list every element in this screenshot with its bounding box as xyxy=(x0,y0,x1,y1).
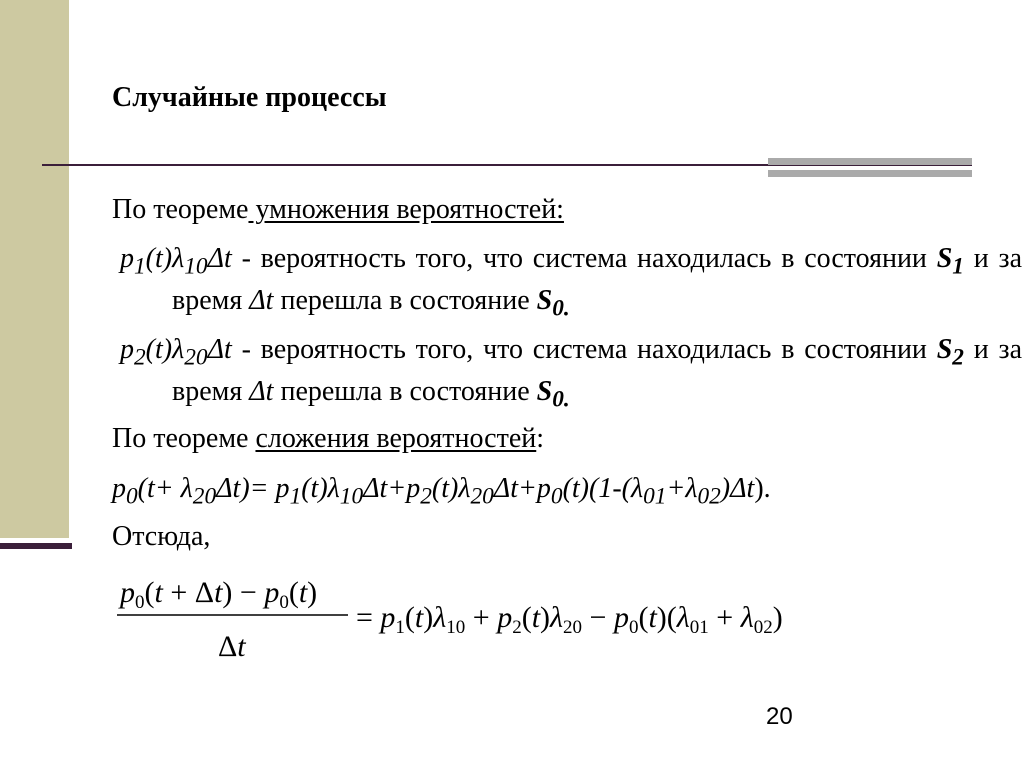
derivative-formula xyxy=(112,566,872,666)
sidebar-panel xyxy=(0,0,69,538)
result-label: Отсюда, xyxy=(112,521,211,552)
addition-theorem-line: По теореме сложения вероятностей: xyxy=(112,423,545,454)
multiplication-theorem-line xyxy=(112,193,564,226)
balance-equation: $p_0(t+ \lambda_{20}\Delta t)= p_1(t)\lambda_{10}\Delta t+p_2(t)\lambda_{20}\Delta t+p_0(t)(1-(\lambda_{01}+\lambda_{02})\Delta t)$. xyxy=(112,473,771,510)
probability-item-2: $p_2(t)\lambda_{20}\Delta t$ - вероятность того, что система находилась в состоянии $S_2$ и за время Δt перешла в состояние $S_{0.}$ xyxy=(120,334,1022,413)
svg-text:= p1(t)λ10 + p2(t)λ20 − p0(t)(: = $p_1(t)\lambda_{10} + p_2(t)\lambda_{20} - p_0(t)(\lambda_{01} + \lambda_{02})$ xyxy=(356,601,783,638)
svg-text:p0(t + Δt) − p0(t): $p_0(t + \Delta t) - p_0(t)$ xyxy=(120,576,318,613)
divider-accent-bottom xyxy=(768,170,972,177)
slide-title: Случайные процессы xyxy=(112,82,387,113)
addition-theorem-link: сложения вероятностей xyxy=(255,423,537,454)
page-number: 20 xyxy=(766,703,793,730)
line-prefix: По теореме xyxy=(112,194,249,225)
multiplication-theorem-link: умножения вероятностей: xyxy=(248,194,564,225)
sidebar-underline xyxy=(0,543,72,549)
svg-text:Δt: Δt xyxy=(218,630,246,663)
divider-accent-top xyxy=(768,158,972,165)
probability-item-1: $p_1(t)\lambda_{10}\Delta t$ - вероятность того, что система находилась в состоянии $S_1$ и за время Δt перешла в состояние $S_{0.}$ xyxy=(120,243,1022,322)
